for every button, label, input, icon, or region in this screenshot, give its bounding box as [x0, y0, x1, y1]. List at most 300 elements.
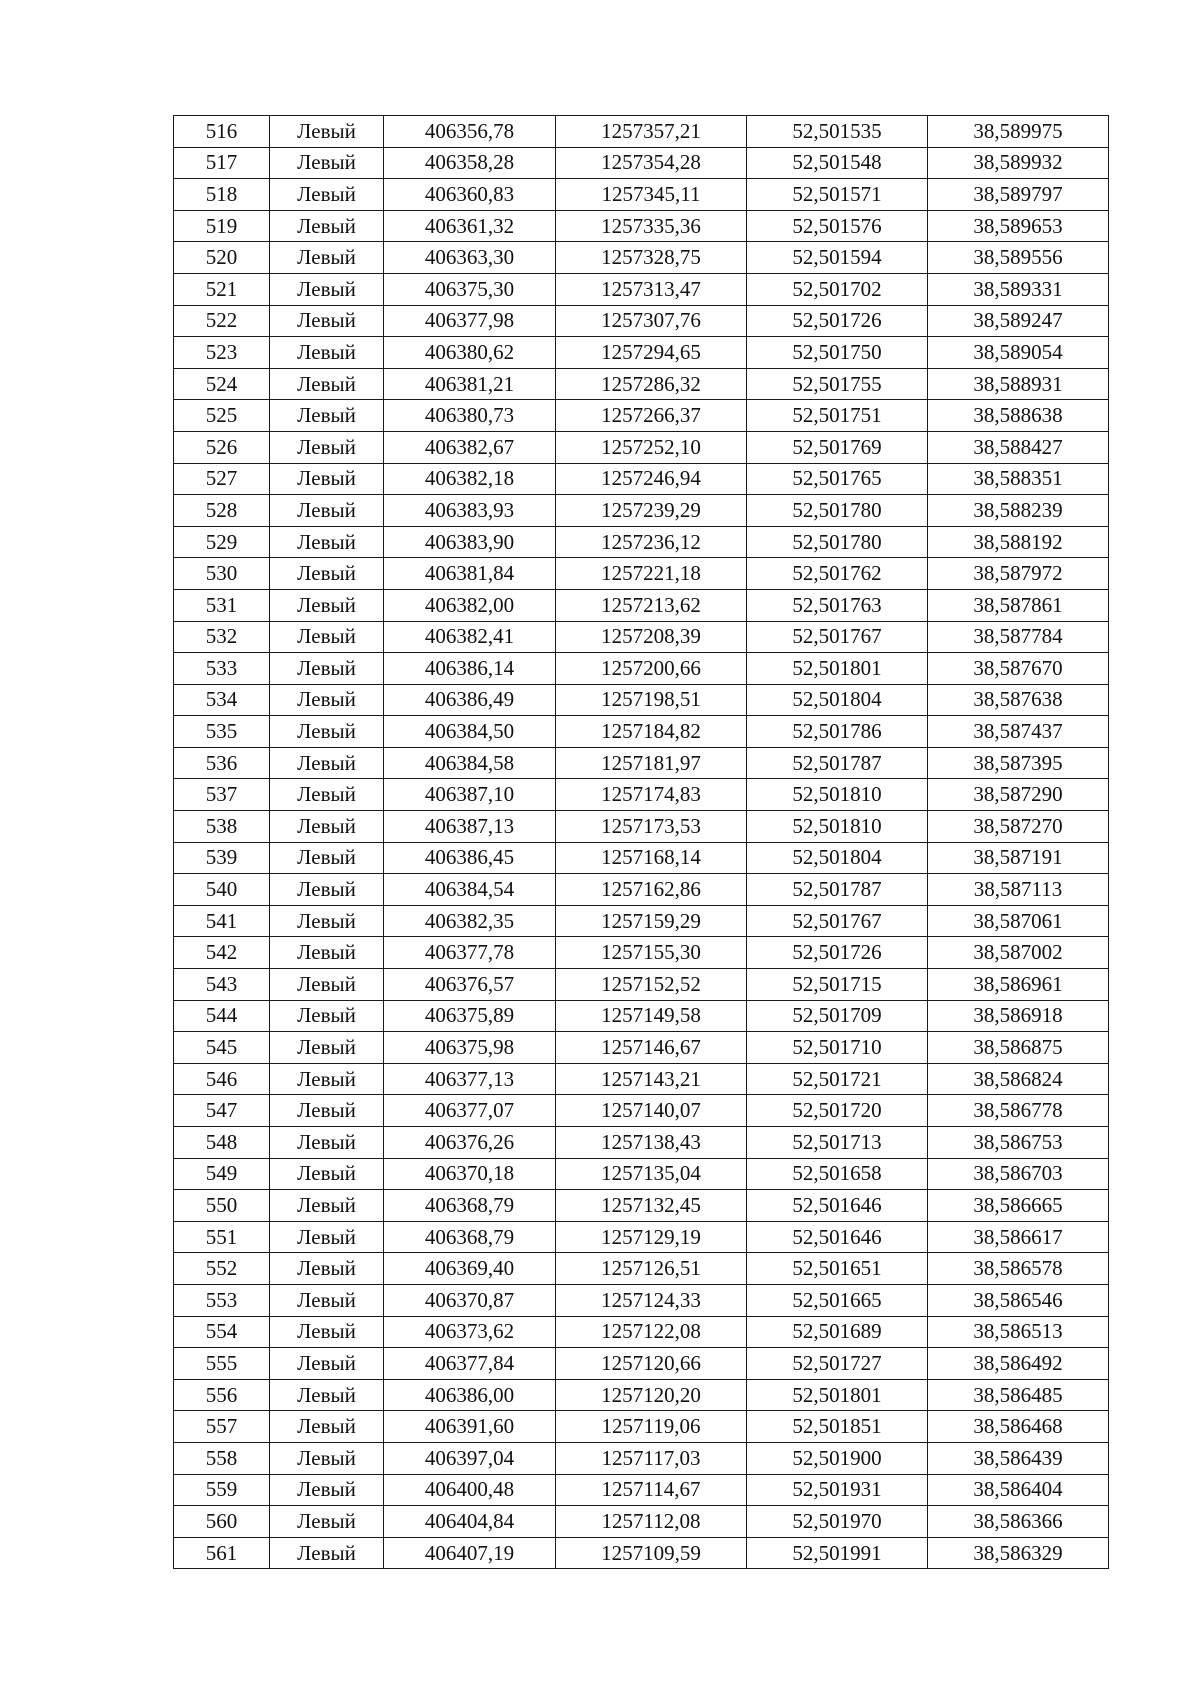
x-coordinate-cell: 406377,84	[384, 1348, 556, 1380]
table-row	[174, 305, 1109, 337]
point-number-cell: 561	[174, 1537, 270, 1569]
x-coordinate-cell: 406384,58	[384, 747, 556, 779]
side-cell: Левый	[270, 589, 384, 621]
side-cell: Левый	[270, 1253, 384, 1285]
y-coordinate-cell: 1257119,06	[556, 1411, 747, 1443]
latitude-cell: 52,501715	[747, 969, 928, 1001]
side-cell: Левый	[270, 179, 384, 211]
x-coordinate-cell: 406397,04	[384, 1442, 556, 1474]
x-coordinate-cell: 406382,41	[384, 621, 556, 653]
point-number-cell: 553	[174, 1284, 270, 1316]
point-number-cell: 551	[174, 1221, 270, 1253]
side-cell: Левый	[270, 747, 384, 779]
y-coordinate-cell: 1257313,47	[556, 273, 747, 305]
longitude-cell: 38,587670	[928, 653, 1109, 685]
y-coordinate-cell: 1257152,52	[556, 969, 747, 1001]
y-coordinate-cell: 1257140,07	[556, 1095, 747, 1127]
x-coordinate-cell: 406387,13	[384, 811, 556, 843]
x-coordinate-cell: 406386,45	[384, 842, 556, 874]
longitude-cell: 38,589054	[928, 337, 1109, 369]
table-row	[174, 179, 1109, 211]
table-row	[174, 684, 1109, 716]
point-number-cell: 543	[174, 969, 270, 1001]
point-number-cell: 548	[174, 1127, 270, 1159]
coordinates-table-body	[174, 116, 1109, 1569]
latitude-cell: 52,501689	[747, 1316, 928, 1348]
longitude-cell: 38,588931	[928, 368, 1109, 400]
longitude-cell: 38,586875	[928, 1032, 1109, 1064]
side-cell: Левый	[270, 716, 384, 748]
side-cell: Левый	[270, 1411, 384, 1443]
x-coordinate-cell: 406363,30	[384, 242, 556, 274]
longitude-cell: 38,587638	[928, 684, 1109, 716]
side-cell: Левый	[270, 1063, 384, 1095]
point-number-cell: 527	[174, 463, 270, 495]
side-cell: Левый	[270, 1127, 384, 1159]
table-row	[174, 1316, 1109, 1348]
x-coordinate-cell: 406400,48	[384, 1474, 556, 1506]
side-cell: Левый	[270, 147, 384, 179]
longitude-cell: 38,586513	[928, 1316, 1109, 1348]
latitude-cell: 52,501727	[747, 1348, 928, 1380]
x-coordinate-cell: 406382,00	[384, 589, 556, 621]
y-coordinate-cell: 1257174,83	[556, 779, 747, 811]
y-coordinate-cell: 1257239,29	[556, 495, 747, 527]
point-number-cell: 542	[174, 937, 270, 969]
side-cell: Левый	[270, 368, 384, 400]
point-number-cell: 529	[174, 526, 270, 558]
point-number-cell: 533	[174, 653, 270, 685]
table-row	[174, 747, 1109, 779]
y-coordinate-cell: 1257184,82	[556, 716, 747, 748]
y-coordinate-cell: 1257126,51	[556, 1253, 747, 1285]
point-number-cell: 519	[174, 210, 270, 242]
x-coordinate-cell: 406404,84	[384, 1506, 556, 1538]
x-coordinate-cell: 406370,18	[384, 1158, 556, 1190]
side-cell: Левый	[270, 811, 384, 843]
table-row	[174, 1474, 1109, 1506]
longitude-cell: 38,586329	[928, 1537, 1109, 1569]
table-row	[174, 337, 1109, 369]
latitude-cell: 52,501765	[747, 463, 928, 495]
x-coordinate-cell: 406386,00	[384, 1379, 556, 1411]
longitude-cell: 38,587290	[928, 779, 1109, 811]
x-coordinate-cell: 406369,40	[384, 1253, 556, 1285]
y-coordinate-cell: 1257112,08	[556, 1506, 747, 1538]
table-row	[174, 1411, 1109, 1443]
latitude-cell: 52,501702	[747, 273, 928, 305]
point-number-cell: 535	[174, 716, 270, 748]
longitude-cell: 38,587972	[928, 558, 1109, 590]
point-number-cell: 538	[174, 811, 270, 843]
table-row	[174, 969, 1109, 1001]
point-number-cell: 556	[174, 1379, 270, 1411]
point-number-cell: 524	[174, 368, 270, 400]
table-row	[174, 147, 1109, 179]
latitude-cell: 52,501594	[747, 242, 928, 274]
point-number-cell: 539	[174, 842, 270, 874]
longitude-cell: 38,587061	[928, 905, 1109, 937]
latitude-cell: 52,501810	[747, 811, 928, 843]
y-coordinate-cell: 1257208,39	[556, 621, 747, 653]
y-coordinate-cell: 1257129,19	[556, 1221, 747, 1253]
longitude-cell: 38,586439	[928, 1442, 1109, 1474]
x-coordinate-cell: 406356,78	[384, 116, 556, 148]
longitude-cell: 38,587395	[928, 747, 1109, 779]
latitude-cell: 52,501665	[747, 1284, 928, 1316]
y-coordinate-cell: 1257124,33	[556, 1284, 747, 1316]
latitude-cell: 52,501646	[747, 1221, 928, 1253]
point-number-cell: 545	[174, 1032, 270, 1064]
y-coordinate-cell: 1257114,67	[556, 1474, 747, 1506]
latitude-cell: 52,501651	[747, 1253, 928, 1285]
y-coordinate-cell: 1257149,58	[556, 1000, 747, 1032]
longitude-cell: 38,588239	[928, 495, 1109, 527]
point-number-cell: 541	[174, 905, 270, 937]
table-row	[174, 116, 1109, 148]
table-row	[174, 400, 1109, 432]
side-cell: Левый	[270, 337, 384, 369]
side-cell: Левый	[270, 937, 384, 969]
table-row	[174, 1095, 1109, 1127]
latitude-cell: 52,501709	[747, 1000, 928, 1032]
x-coordinate-cell: 406391,60	[384, 1411, 556, 1443]
point-number-cell: 525	[174, 400, 270, 432]
point-number-cell: 518	[174, 179, 270, 211]
longitude-cell: 38,589331	[928, 273, 1109, 305]
x-coordinate-cell: 406376,26	[384, 1127, 556, 1159]
point-number-cell: 537	[174, 779, 270, 811]
latitude-cell: 52,501646	[747, 1190, 928, 1222]
side-cell: Левый	[270, 1506, 384, 1538]
longitude-cell: 38,586961	[928, 969, 1109, 1001]
x-coordinate-cell: 406381,21	[384, 368, 556, 400]
table-row	[174, 716, 1109, 748]
side-cell: Левый	[270, 1158, 384, 1190]
y-coordinate-cell: 1257246,94	[556, 463, 747, 495]
latitude-cell: 52,501767	[747, 905, 928, 937]
table-row	[174, 1190, 1109, 1222]
side-cell: Левый	[270, 842, 384, 874]
y-coordinate-cell: 1257200,66	[556, 653, 747, 685]
table-row	[174, 1442, 1109, 1474]
latitude-cell: 52,501991	[747, 1537, 928, 1569]
table-row	[174, 1253, 1109, 1285]
y-coordinate-cell: 1257307,76	[556, 305, 747, 337]
y-coordinate-cell: 1257236,12	[556, 526, 747, 558]
table-row	[174, 558, 1109, 590]
table-row	[174, 937, 1109, 969]
y-coordinate-cell: 1257132,45	[556, 1190, 747, 1222]
point-number-cell: 544	[174, 1000, 270, 1032]
longitude-cell: 38,589653	[928, 210, 1109, 242]
latitude-cell: 52,501786	[747, 716, 928, 748]
latitude-cell: 52,501767	[747, 621, 928, 653]
side-cell: Левый	[270, 210, 384, 242]
longitude-cell: 38,587113	[928, 874, 1109, 906]
x-coordinate-cell: 406360,83	[384, 179, 556, 211]
y-coordinate-cell: 1257252,10	[556, 431, 747, 463]
longitude-cell: 38,586753	[928, 1127, 1109, 1159]
point-number-cell: 536	[174, 747, 270, 779]
point-number-cell: 546	[174, 1063, 270, 1095]
y-coordinate-cell: 1257221,18	[556, 558, 747, 590]
latitude-cell: 52,501810	[747, 779, 928, 811]
latitude-cell: 52,501780	[747, 495, 928, 527]
latitude-cell: 52,501804	[747, 842, 928, 874]
side-cell: Левый	[270, 653, 384, 685]
table-row	[174, 1506, 1109, 1538]
longitude-cell: 38,586665	[928, 1190, 1109, 1222]
y-coordinate-cell: 1257122,08	[556, 1316, 747, 1348]
x-coordinate-cell: 406375,89	[384, 1000, 556, 1032]
latitude-cell: 52,501780	[747, 526, 928, 558]
table-row	[174, 905, 1109, 937]
latitude-cell: 52,501851	[747, 1411, 928, 1443]
latitude-cell: 52,501900	[747, 1442, 928, 1474]
longitude-cell: 38,587784	[928, 621, 1109, 653]
longitude-cell: 38,586778	[928, 1095, 1109, 1127]
longitude-cell: 38,589932	[928, 147, 1109, 179]
side-cell: Левый	[270, 969, 384, 1001]
table-row	[174, 273, 1109, 305]
point-number-cell: 534	[174, 684, 270, 716]
side-cell: Левый	[270, 558, 384, 590]
table-row	[174, 1000, 1109, 1032]
point-number-cell: 531	[174, 589, 270, 621]
table-row	[174, 1221, 1109, 1253]
table-row	[174, 1032, 1109, 1064]
point-number-cell: 520	[174, 242, 270, 274]
side-cell: Левый	[270, 273, 384, 305]
latitude-cell: 52,501713	[747, 1127, 928, 1159]
latitude-cell: 52,501720	[747, 1095, 928, 1127]
y-coordinate-cell: 1257328,75	[556, 242, 747, 274]
y-coordinate-cell: 1257143,21	[556, 1063, 747, 1095]
y-coordinate-cell: 1257168,14	[556, 842, 747, 874]
side-cell: Левый	[270, 1190, 384, 1222]
latitude-cell: 52,501721	[747, 1063, 928, 1095]
latitude-cell: 52,501931	[747, 1474, 928, 1506]
latitude-cell: 52,501804	[747, 684, 928, 716]
latitude-cell: 52,501548	[747, 147, 928, 179]
side-cell: Левый	[270, 1000, 384, 1032]
latitude-cell: 52,501571	[747, 179, 928, 211]
table-row	[174, 1284, 1109, 1316]
y-coordinate-cell: 1257266,37	[556, 400, 747, 432]
y-coordinate-cell: 1257146,67	[556, 1032, 747, 1064]
longitude-cell: 38,586578	[928, 1253, 1109, 1285]
latitude-cell: 52,501750	[747, 337, 928, 369]
point-number-cell: 523	[174, 337, 270, 369]
y-coordinate-cell: 1257345,11	[556, 179, 747, 211]
y-coordinate-cell: 1257162,86	[556, 874, 747, 906]
longitude-cell: 38,587270	[928, 811, 1109, 843]
point-number-cell: 560	[174, 1506, 270, 1538]
longitude-cell: 38,589247	[928, 305, 1109, 337]
latitude-cell: 52,501787	[747, 747, 928, 779]
point-number-cell: 557	[174, 1411, 270, 1443]
side-cell: Левый	[270, 400, 384, 432]
x-coordinate-cell: 406375,98	[384, 1032, 556, 1064]
point-number-cell: 559	[174, 1474, 270, 1506]
x-coordinate-cell: 406383,93	[384, 495, 556, 527]
x-coordinate-cell: 406386,14	[384, 653, 556, 685]
table-row	[174, 621, 1109, 653]
x-coordinate-cell: 406386,49	[384, 684, 556, 716]
x-coordinate-cell: 406381,84	[384, 558, 556, 590]
table-row	[174, 1537, 1109, 1569]
longitude-cell: 38,587002	[928, 937, 1109, 969]
y-coordinate-cell: 1257213,62	[556, 589, 747, 621]
y-coordinate-cell: 1257181,97	[556, 747, 747, 779]
side-cell: Левый	[270, 905, 384, 937]
point-number-cell: 550	[174, 1190, 270, 1222]
latitude-cell: 52,501762	[747, 558, 928, 590]
side-cell: Левый	[270, 526, 384, 558]
latitude-cell: 52,501787	[747, 874, 928, 906]
x-coordinate-cell: 406382,35	[384, 905, 556, 937]
x-coordinate-cell: 406377,07	[384, 1095, 556, 1127]
y-coordinate-cell: 1257159,29	[556, 905, 747, 937]
y-coordinate-cell: 1257294,65	[556, 337, 747, 369]
y-coordinate-cell: 1257135,04	[556, 1158, 747, 1190]
side-cell: Левый	[270, 1221, 384, 1253]
latitude-cell: 52,501755	[747, 368, 928, 400]
y-coordinate-cell: 1257109,59	[556, 1537, 747, 1569]
table-row	[174, 1063, 1109, 1095]
y-coordinate-cell: 1257138,43	[556, 1127, 747, 1159]
x-coordinate-cell: 406382,18	[384, 463, 556, 495]
point-number-cell: 530	[174, 558, 270, 590]
side-cell: Левый	[270, 242, 384, 274]
longitude-cell: 38,588351	[928, 463, 1109, 495]
x-coordinate-cell: 406377,13	[384, 1063, 556, 1095]
longitude-cell: 38,586703	[928, 1158, 1109, 1190]
x-coordinate-cell: 406384,54	[384, 874, 556, 906]
table-row	[174, 842, 1109, 874]
latitude-cell: 52,501726	[747, 305, 928, 337]
side-cell: Левый	[270, 621, 384, 653]
longitude-cell: 38,589975	[928, 116, 1109, 148]
side-cell: Левый	[270, 1032, 384, 1064]
side-cell: Левый	[270, 1442, 384, 1474]
latitude-cell: 52,501726	[747, 937, 928, 969]
y-coordinate-cell: 1257173,53	[556, 811, 747, 843]
side-cell: Левый	[270, 874, 384, 906]
side-cell: Левый	[270, 1537, 384, 1569]
side-cell: Левый	[270, 431, 384, 463]
longitude-cell: 38,587861	[928, 589, 1109, 621]
point-number-cell: 517	[174, 147, 270, 179]
x-coordinate-cell: 406368,79	[384, 1190, 556, 1222]
y-coordinate-cell: 1257354,28	[556, 147, 747, 179]
table-row	[174, 1379, 1109, 1411]
table-row	[174, 589, 1109, 621]
x-coordinate-cell: 406376,57	[384, 969, 556, 1001]
side-cell: Левый	[270, 495, 384, 527]
x-coordinate-cell: 406373,62	[384, 1316, 556, 1348]
side-cell: Левый	[270, 1284, 384, 1316]
side-cell: Левый	[270, 1316, 384, 1348]
longitude-cell: 38,586404	[928, 1474, 1109, 1506]
longitude-cell: 38,586546	[928, 1284, 1109, 1316]
table-row	[174, 526, 1109, 558]
point-number-cell: 521	[174, 273, 270, 305]
y-coordinate-cell: 1257286,32	[556, 368, 747, 400]
latitude-cell: 52,501763	[747, 589, 928, 621]
x-coordinate-cell: 406407,19	[384, 1537, 556, 1569]
table-row	[174, 368, 1109, 400]
x-coordinate-cell: 406377,98	[384, 305, 556, 337]
x-coordinate-cell: 406377,78	[384, 937, 556, 969]
y-coordinate-cell: 1257120,20	[556, 1379, 747, 1411]
table-row	[174, 1348, 1109, 1380]
point-number-cell: 552	[174, 1253, 270, 1285]
longitude-cell: 38,586824	[928, 1063, 1109, 1095]
x-coordinate-cell: 406361,32	[384, 210, 556, 242]
side-cell: Левый	[270, 1348, 384, 1380]
side-cell: Левый	[270, 1474, 384, 1506]
table-row	[174, 431, 1109, 463]
x-coordinate-cell: 406382,67	[384, 431, 556, 463]
point-number-cell: 540	[174, 874, 270, 906]
longitude-cell: 38,588638	[928, 400, 1109, 432]
side-cell: Левый	[270, 116, 384, 148]
y-coordinate-cell: 1257117,03	[556, 1442, 747, 1474]
side-cell: Левый	[270, 1095, 384, 1127]
latitude-cell: 52,501710	[747, 1032, 928, 1064]
longitude-cell: 38,586918	[928, 1000, 1109, 1032]
table-row	[174, 874, 1109, 906]
longitude-cell: 38,589797	[928, 179, 1109, 211]
longitude-cell: 38,587191	[928, 842, 1109, 874]
table-row	[174, 463, 1109, 495]
latitude-cell: 52,501801	[747, 1379, 928, 1411]
y-coordinate-cell: 1257120,66	[556, 1348, 747, 1380]
longitude-cell: 38,588192	[928, 526, 1109, 558]
latitude-cell: 52,501769	[747, 431, 928, 463]
table-row	[174, 210, 1109, 242]
side-cell: Левый	[270, 684, 384, 716]
x-coordinate-cell: 406375,30	[384, 273, 556, 305]
latitude-cell: 52,501751	[747, 400, 928, 432]
x-coordinate-cell: 406380,73	[384, 400, 556, 432]
side-cell: Левый	[270, 463, 384, 495]
y-coordinate-cell: 1257198,51	[556, 684, 747, 716]
longitude-cell: 38,589556	[928, 242, 1109, 274]
latitude-cell: 52,501801	[747, 653, 928, 685]
side-cell: Левый	[270, 779, 384, 811]
y-coordinate-cell: 1257335,36	[556, 210, 747, 242]
longitude-cell: 38,586492	[928, 1348, 1109, 1380]
longitude-cell: 38,586366	[928, 1506, 1109, 1538]
longitude-cell: 38,586468	[928, 1411, 1109, 1443]
point-number-cell: 547	[174, 1095, 270, 1127]
point-number-cell: 558	[174, 1442, 270, 1474]
point-number-cell: 549	[174, 1158, 270, 1190]
coordinates-table	[173, 115, 1109, 1569]
latitude-cell: 52,501658	[747, 1158, 928, 1190]
x-coordinate-cell: 406383,90	[384, 526, 556, 558]
point-number-cell: 526	[174, 431, 270, 463]
table-row	[174, 1127, 1109, 1159]
x-coordinate-cell: 406380,62	[384, 337, 556, 369]
x-coordinate-cell: 406370,87	[384, 1284, 556, 1316]
longitude-cell: 38,588427	[928, 431, 1109, 463]
table-row	[174, 653, 1109, 685]
longitude-cell: 38,587437	[928, 716, 1109, 748]
